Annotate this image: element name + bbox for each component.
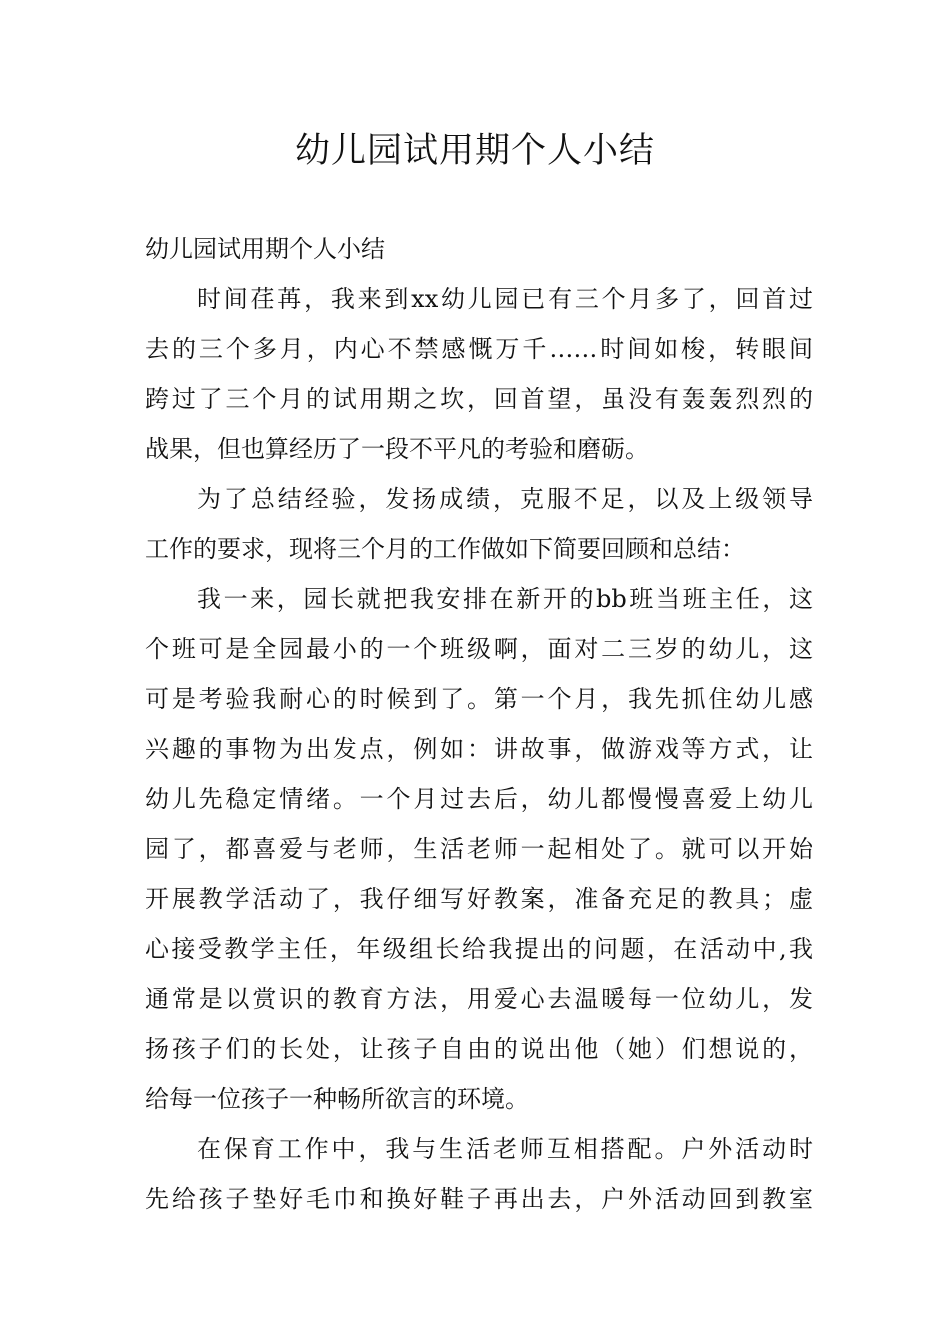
paragraph-line: 幼儿先稳定情绪。一个月过去后，幼儿都慢慢喜爱上幼儿 [145, 785, 813, 813]
paragraph [145, 474, 813, 574]
paragraph-line: 我一来，园长就把我安排在新开的bb班当班主任，这 [197, 585, 813, 613]
paragraph-line: 通常是以赏识的教育方法，用爱心去温暖每一位幼儿，发 [145, 985, 813, 1013]
paragraph-line: 为了总结经验，发扬成绩，克服不足，以及上级领导 [197, 485, 813, 513]
paragraph-line: 扬孩子们的长处，让孩子自由的说出他（她）们想说的， [145, 1035, 813, 1063]
paragraph-line: 战果，但也算经历了一段不平凡的考验和磨砺。 [145, 435, 649, 463]
paragraph-line: 开展教学活动了，我仔细写好教案，准备充足的教具；虚 [145, 885, 813, 913]
paragraph-line: 在保育工作中，我与生活老师互相搭配。户外活动时 [197, 1135, 813, 1163]
paragraph-line: 园了，都喜爱与老师，生活老师一起相处了。就可以开始 [145, 835, 813, 863]
paragraph-line: 心接受教学主任，年级组长给我提出的问题，在活动中,我 [145, 935, 813, 963]
paragraph-line: 个班可是全园最小的一个班级啊，面对二三岁的幼儿，这 [145, 635, 813, 663]
paragraph-line: 去的三个多月，内心不禁感慨万千……时间如梭，转眼间 [145, 335, 813, 363]
paragraph-line: 跨过了三个月的试用期之坎，回首望，虽没有轰轰烈烈的 [145, 385, 813, 413]
paragraph [145, 274, 813, 474]
paragraph-line: 先给孩子垫好毛巾和换好鞋子再出去，户外活动回到教室 [145, 1185, 813, 1213]
paragraph [145, 1124, 813, 1224]
paragraph [145, 574, 813, 1124]
paragraph-line: 给每一位孩子一种畅所欲言的环境。 [145, 1085, 529, 1113]
paragraph-line: 时间荏苒，我来到xx幼儿园已有三个月多了，回首过 [197, 285, 813, 313]
paragraph-line: 兴趣的事物为出发点，例如：讲故事，做游戏等方式，让 [145, 735, 813, 763]
document-title: 幼儿园试用期个人小结 [294, 131, 655, 171]
paragraph-line: 可是考验我耐心的时候到了。第一个月，我先抓住幼儿感 [145, 685, 813, 713]
document-subtitle: 幼儿园试用期个人小结 [145, 235, 385, 263]
paragraph-line: 工作的要求，现将三个月的工作做如下简要回顾和总结： [145, 535, 745, 563]
document-body [145, 224, 813, 1224]
